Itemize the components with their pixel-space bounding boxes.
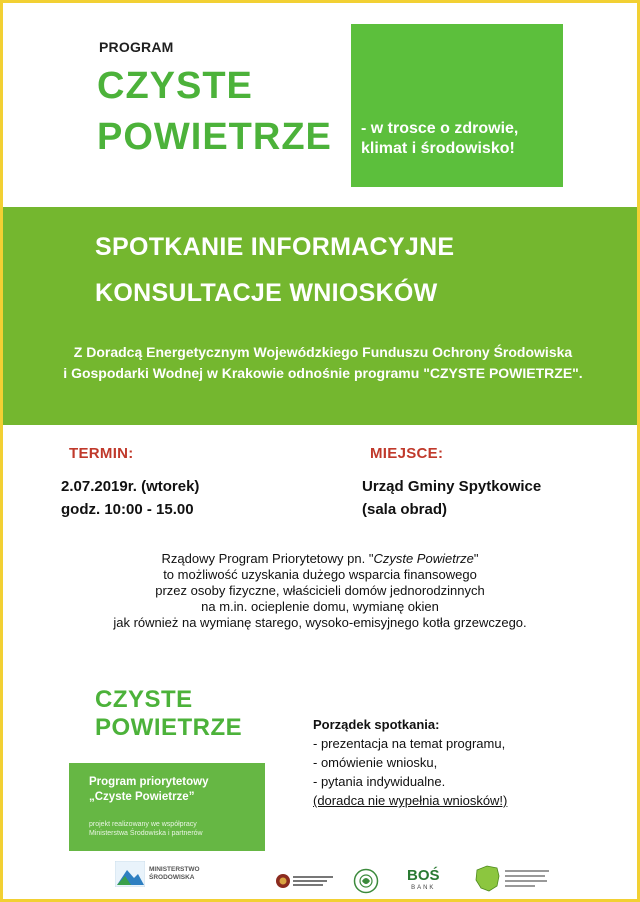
program-card-note bbox=[89, 820, 259, 838]
ministry-name-line2: ŚRODOWISKA bbox=[149, 874, 195, 881]
bos-name: BOŚ bbox=[407, 867, 440, 884]
banner-title-line1: SPOTKANIE INFORMACYJNE bbox=[95, 233, 455, 261]
miejsce-room: (sala obrad) bbox=[362, 501, 448, 518]
banner-title-line2: KONSULTACJE WNIOSKÓW bbox=[95, 279, 438, 307]
program-card-note-line1: projekt realizowany we współpracy bbox=[89, 821, 197, 828]
poland-map-icon bbox=[473, 864, 553, 894]
nfosigw-emblem-icon bbox=[275, 872, 335, 890]
description-line1-end: " bbox=[473, 551, 479, 566]
termin-hours: godz. 10:00 - 15.00 bbox=[61, 501, 194, 518]
description-line1-start: Rządowy Program Priorytetowy pn. " bbox=[161, 551, 374, 566]
agenda bbox=[313, 715, 507, 810]
wfos-circle-icon bbox=[353, 868, 379, 894]
agenda-item: - pytania indywidualne. bbox=[313, 774, 446, 789]
wfos-logo bbox=[353, 868, 379, 899]
program-logo-line1: CZYSTE bbox=[95, 686, 193, 713]
program-logo-line2: POWIETRZE bbox=[95, 714, 243, 741]
brand-title-line1: CZYSTE bbox=[97, 65, 253, 107]
tagline bbox=[361, 119, 561, 159]
bos-sub: BANK bbox=[411, 885, 436, 891]
termin-label: TERMIN: bbox=[69, 445, 134, 462]
description-program-name: Czyste Powietrze bbox=[373, 551, 474, 566]
tagline-box bbox=[351, 24, 563, 187]
description-line3: przez osoby fizyczne, właścicieli domów jednorodzinnych bbox=[155, 583, 485, 598]
description-line5: jak również na wymianę starego, wysoko-emisyjnego kotła grzewczego. bbox=[113, 615, 527, 630]
partner-map-logo bbox=[473, 864, 553, 899]
agenda-item: - prezentacja na temat programu, bbox=[313, 736, 506, 751]
agenda-title: Porządek spotkania: bbox=[313, 717, 440, 732]
program-card-title-line1: Program priorytetowy bbox=[89, 776, 209, 788]
program-label: PROGRAM bbox=[99, 39, 174, 55]
nfosigw-logo bbox=[275, 872, 335, 895]
miejsce-info bbox=[362, 475, 541, 521]
brand-title-line2: POWIETRZE bbox=[97, 116, 332, 158]
ministry-name bbox=[149, 866, 200, 882]
banner-subtitle bbox=[23, 342, 623, 384]
program-description bbox=[13, 551, 627, 631]
banner-subtitle-line2: i Gospodarki Wodnej w Krakowie odnośnie programu "CZYSTE POWIETRZE". bbox=[63, 365, 583, 381]
ministry-name-line1: MINISTERSTWO bbox=[149, 866, 200, 873]
miejsce-label: MIEJSCE: bbox=[370, 445, 444, 462]
tagline-line2: klimat i środowisko! bbox=[361, 140, 515, 157]
agenda-item: - omówienie wniosku, bbox=[313, 755, 438, 770]
description-line4: na m.in. ocieplenie domu, wymianę okien bbox=[201, 599, 439, 614]
banner-subtitle-line1: Z Doradcą Energetycznym Wojewódzkiego Funduszu Ochrony Środowiska bbox=[73, 344, 573, 360]
miejsce-place: Urząd Gminy Spytkowice bbox=[362, 478, 542, 495]
termin-date: 2.07.2019r. (wtorek) bbox=[61, 478, 200, 495]
description-line2: to możliwość uzyskania dużego wsparcia finansowego bbox=[163, 567, 477, 582]
description-line1 bbox=[13, 551, 627, 567]
bos-bank-logo bbox=[407, 868, 440, 892]
tagline-line1: - w trosce o zdrowie, bbox=[361, 120, 519, 137]
ministry-mountain-icon bbox=[115, 861, 145, 887]
termin-info bbox=[61, 475, 199, 521]
ministry-logo bbox=[115, 861, 200, 887]
agenda-note: (doradca nie wypełnia wniosków!) bbox=[313, 793, 508, 808]
program-card-title bbox=[89, 775, 259, 805]
program-card-title-line2: „Czyste Powietrze” bbox=[89, 791, 195, 803]
program-card-note-line2: Ministerstwa Środowiska i partnerów bbox=[89, 830, 203, 837]
